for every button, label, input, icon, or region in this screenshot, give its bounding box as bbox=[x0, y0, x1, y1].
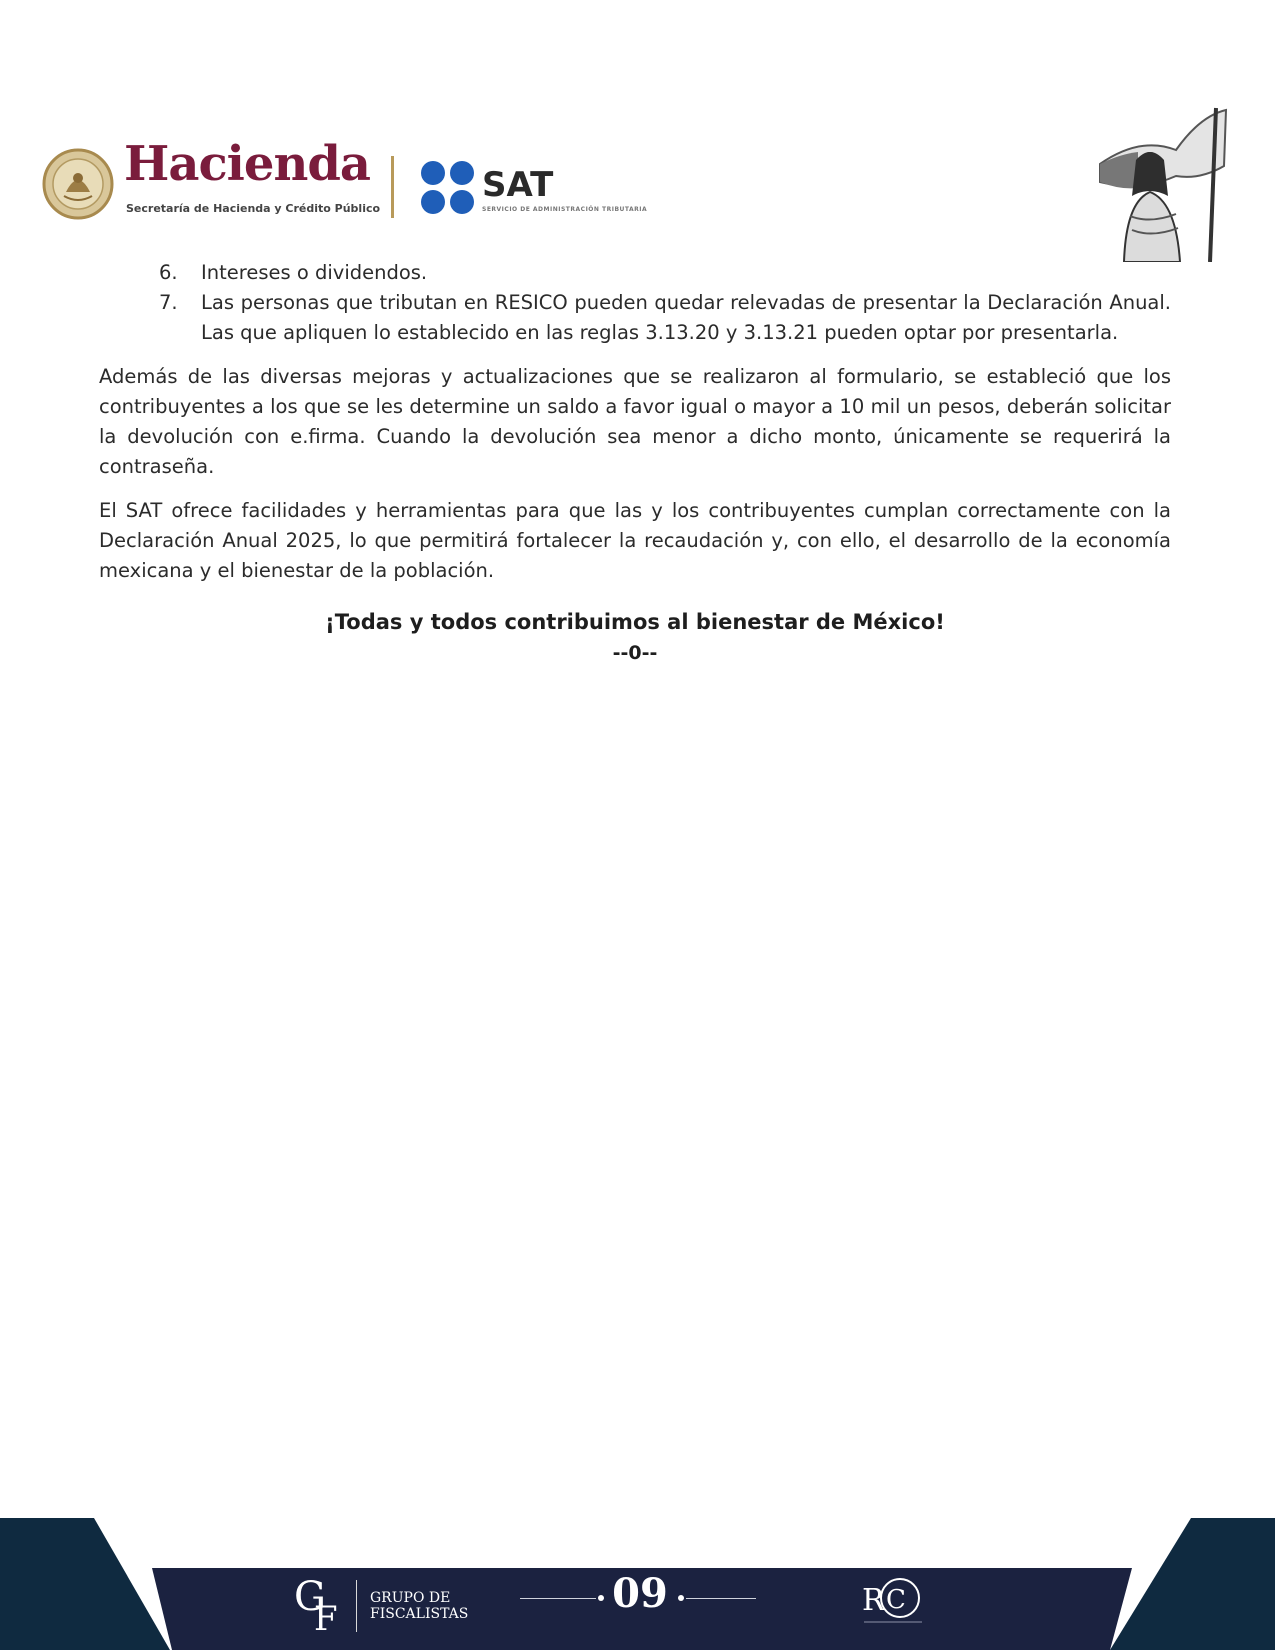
sat-logo-dots-icon bbox=[420, 160, 478, 216]
sat-logo-subtitle: SERVICIO DE ADMINISTRACIÓN TRIBUTARIA bbox=[482, 206, 648, 213]
flag-heroine-illustration-icon bbox=[1080, 106, 1230, 262]
list-item bbox=[99, 288, 1171, 348]
list-item bbox=[99, 258, 1171, 288]
national-seal-icon bbox=[42, 148, 114, 220]
closing-slogan: ¡Todas y todos contribuimos al bienestar de México! bbox=[325, 610, 945, 634]
page-header bbox=[0, 0, 1275, 260]
hacienda-logo-title: Hacienda bbox=[124, 136, 371, 192]
svg-text:G: G bbox=[294, 1574, 326, 1620]
logo-divider bbox=[391, 156, 394, 218]
wordmark-line: GRUPO DE bbox=[370, 1590, 451, 1606]
page-number-rule-right bbox=[686, 1598, 756, 1599]
list-item-number: 6. bbox=[159, 261, 178, 284]
grupo-fiscalistas-monogram-icon bbox=[292, 1572, 348, 1639]
wordmark-line: FISCALISTAS bbox=[370, 1606, 469, 1622]
hacienda-logo-subtitle: Secretaría de Hacienda y Crédito Público bbox=[126, 202, 381, 215]
rc-logo-icon bbox=[858, 1574, 928, 1626]
list-item-text: Intereses o dividendos. bbox=[201, 261, 428, 284]
document-body bbox=[99, 258, 1171, 668]
end-mark: --0-- bbox=[612, 642, 658, 664]
paragraph: El SAT ofrece facilidades y herramientas para que las y los contribuyentes cumplan correctamente con la Declaración Anual 2025, lo que permitirá fortalecer la recaudación y, con ello, el desarrollo de la economía mexicana y el bienestar de la población. bbox=[99, 499, 1171, 582]
page-number: 09 bbox=[612, 1570, 668, 1617]
list-item-number: 7. bbox=[159, 291, 178, 314]
paragraph: Además de las diversas mejoras y actualizaciones que se realizaron al formulario, se estableció que los contribuyentes a los que se les determine un saldo a favor igual o mayor a 10 mil un pesos, deberán solicitar la devolución con e.firma. Cuando la devolución sea menor a dicho monto, únicamente se requerirá la contraseña. bbox=[99, 365, 1171, 478]
page-number-dot-right bbox=[678, 1595, 684, 1601]
svg-text:C: C bbox=[886, 1585, 906, 1615]
footer-logo-divider bbox=[356, 1580, 357, 1632]
numbered-list bbox=[99, 258, 1171, 348]
page-number-rule-left bbox=[520, 1598, 596, 1599]
list-item-text: Las personas que tributan en RESICO pueden quedar relevadas de presentar la Declaración Anual. Las que apliquen lo establecido en las reglas 3.13.20 y 3.13.21 pueden optar por presentarla. bbox=[201, 291, 1171, 344]
svg-text:F: F bbox=[314, 1599, 338, 1632]
sat-logo-word: SAT bbox=[482, 165, 554, 205]
grupo-fiscalistas-wordmark bbox=[370, 1590, 490, 1622]
svg-text:R: R bbox=[862, 1583, 885, 1618]
